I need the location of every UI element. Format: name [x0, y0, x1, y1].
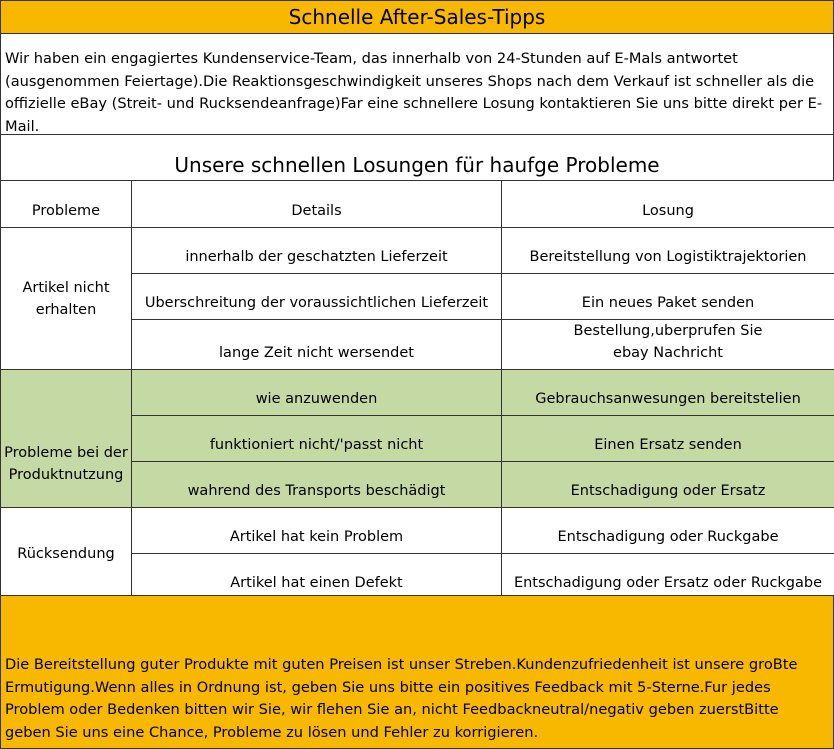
- solution-cell: Einen Ersatz senden: [502, 416, 834, 462]
- detail-cell: Uberschreitung der voraussichtlichen Lieferzeit: [132, 274, 502, 320]
- footer-text: Die Bereitstellung guter Produkte mit guten Preisen ist unser Streben.Kundenzufriedenheit ist unsere groBte Ermutigung.Wenn alles in Ordnung ist, geben Sie uns bitte ein positives Feedback mit 5-Sterne.Fur jedes Problem oder Bedenken bitten wir Sie, wir flehen Sie an, nicht Feedbackneutral/negativ geben zuerstBitte geben Sie uns eine Chance, Probleme zu lösen und Fehler zu korrigieren.: [5, 656, 798, 741]
- intro-paragraph: Wir haben ein engagiertes Kundenservice-Team, das innerhalb von 24-Stunden auf E-Mals antwortet (ausgenommen Feiertage).Die Reaktionsgeschwindigkeit unseres Shops nach dem Verkauf ist schneller als die offizielle eBay (Streit- und Rucksendeanfrage)Far eine schnellere Losung kontaktieren Sie uns bitte direkt per E-Mail.: [0, 34, 834, 135]
- column-header-details: Details: [132, 181, 502, 228]
- solution-cell: Entschadigung oder Ersatz oder Ruckgabe: [502, 554, 834, 600]
- solution-cell: Ein neues Paket senden: [502, 274, 834, 320]
- detail-cell: lange Zeit nicht wersendet: [132, 320, 502, 370]
- category-artikel-nicht-erhalten: Artikel nicht erhalten: [1, 228, 132, 370]
- solutions-table: [0, 180, 834, 600]
- detail-cell: wahrend des Transports beschädigt: [132, 462, 502, 508]
- category-ruecksendung: Rücksendung: [1, 508, 132, 600]
- detail-cell: wie anzuwenden: [132, 370, 502, 416]
- detail-cell: Artikel hat kein Problem: [132, 508, 502, 554]
- table-row: [1, 228, 834, 274]
- table-header-row: [1, 181, 834, 228]
- footer-note: [0, 595, 834, 749]
- solution-cell: Bereitstellung von Logistiktrajektorien: [502, 228, 834, 274]
- detail-cell: Artikel hat einen Defekt: [132, 554, 502, 600]
- category-produktnutzung: Probleme bei der Produktnutzung: [1, 370, 132, 508]
- solution-cell: Bestellung,uberprufen Sie ebay Nachricht: [502, 320, 834, 370]
- detail-cell: funktioniert nicht/'passt nicht: [132, 416, 502, 462]
- solution-cell: Gebrauchsanwesungen bereitstelien: [502, 370, 834, 416]
- column-header-losung: Losung: [502, 181, 834, 228]
- table-row: [1, 370, 834, 416]
- solution-cell: Entschadigung oder Ruckgabe: [502, 508, 834, 554]
- table-row: [1, 508, 834, 554]
- detail-cell: innerhalb der geschatzten Lieferzeit: [132, 228, 502, 274]
- section-heading: Unsere schnellen Losungen für haufge Probleme: [0, 135, 834, 181]
- solution-cell: Entschadigung oder Ersatz: [502, 462, 834, 508]
- page-title: Schnelle After-Sales-Tipps: [0, 0, 834, 34]
- column-header-probleme: Probleme: [1, 181, 132, 228]
